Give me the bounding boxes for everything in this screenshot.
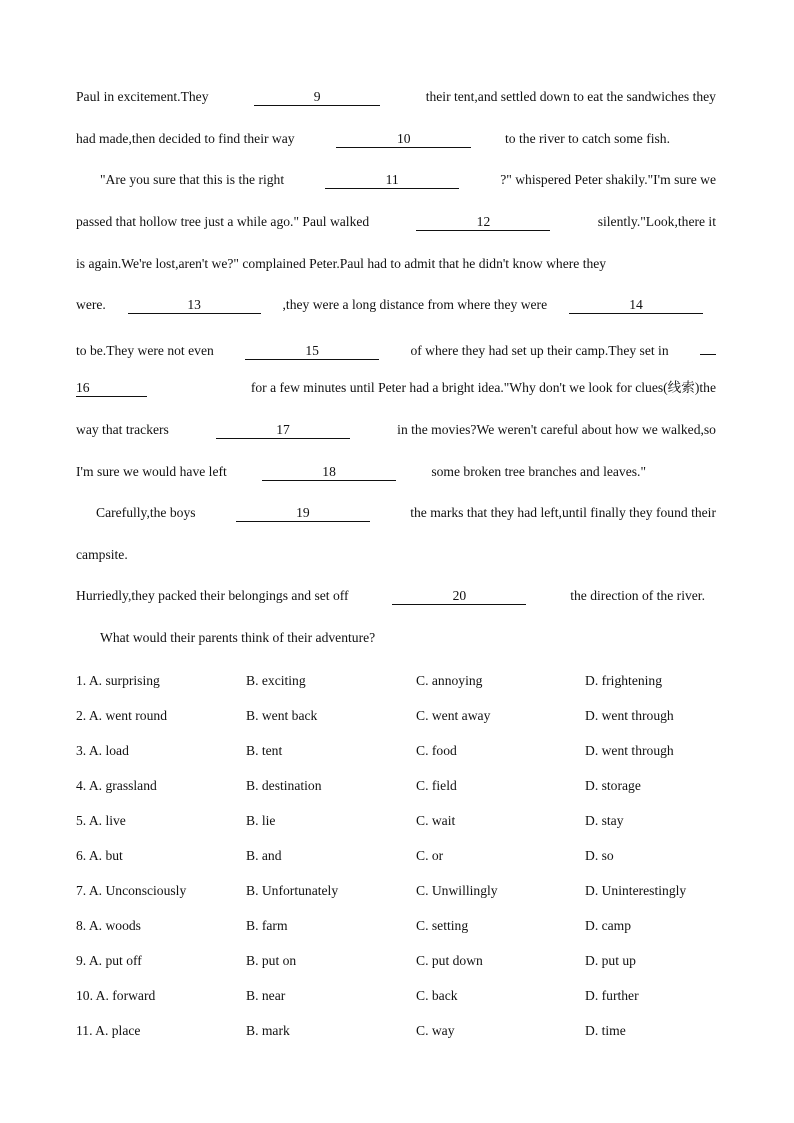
option-b[interactable]: B. put on — [246, 953, 297, 968]
passage-text: to the river to catch some fish. — [505, 131, 670, 146]
option-row — [76, 951, 716, 971]
passage-text: campsite. — [76, 547, 128, 562]
passage-line — [76, 378, 716, 398]
passage-line — [76, 129, 716, 149]
option-b[interactable]: B. exciting — [246, 673, 306, 688]
passage-line — [76, 295, 703, 315]
option-b[interactable]: B. destination — [246, 778, 322, 793]
passage-text: to be.They were not even — [76, 343, 214, 358]
option-c[interactable]: C. field — [416, 778, 457, 793]
option-d[interactable]: D. Uninterestingly — [585, 883, 687, 898]
option-c[interactable]: C. or — [416, 848, 444, 863]
option-c[interactable]: C. Unwillingly — [416, 883, 498, 898]
passage-text: the marks that they had left,until finally they found their — [410, 505, 716, 520]
blank-16-start[interactable] — [700, 337, 716, 355]
passage-text: in the movies?We weren't careful about how we walked,so — [397, 422, 716, 437]
option-a[interactable]: 4. A. grassland — [76, 778, 157, 793]
option-a[interactable]: 7. A. Unconsciously — [76, 883, 187, 898]
option-c[interactable]: C. setting — [416, 918, 469, 933]
option-b[interactable]: B. lie — [246, 813, 276, 828]
option-row — [76, 846, 716, 866]
option-c[interactable]: C. back — [416, 988, 458, 1003]
option-a[interactable]: 11. A. place — [76, 1023, 141, 1038]
passage-text: What would their parents think of their adventure? — [100, 630, 376, 645]
passage-text: way that trackers — [76, 422, 169, 437]
passage-text: Paul in excitement.They — [76, 89, 209, 104]
passage-line — [100, 628, 740, 648]
option-c[interactable]: C. annoying — [416, 673, 483, 688]
passage-text: their tent,and settled down to eat the sandwiches they — [425, 89, 716, 104]
option-row — [76, 741, 716, 761]
option-a[interactable]: 3. A. load — [76, 743, 129, 758]
blank-12[interactable]: 12 — [416, 213, 550, 231]
blank-13[interactable]: 13 — [128, 296, 261, 314]
passage-line — [100, 170, 716, 190]
option-d[interactable]: D. went through — [585, 743, 674, 758]
option-a[interactable]: 10. A. forward — [76, 988, 156, 1003]
passage-text: for a few minutes until Peter had a bright idea."Why don't we look for clues(线索)the — [250, 380, 716, 395]
passage-line — [76, 420, 716, 440]
blank-18[interactable]: 18 — [262, 463, 396, 481]
option-a[interactable]: 6. A. but — [76, 848, 123, 863]
option-a[interactable]: 1. A. surprising — [76, 673, 160, 688]
option-row — [76, 706, 716, 726]
passage-text: is again.We're lost,aren't we?" complained Peter.Paul had to admit that he didn't know where they — [76, 256, 607, 271]
option-d[interactable]: D. camp — [585, 918, 632, 933]
passage-text: Carefully,the boys — [96, 505, 196, 520]
option-row — [76, 671, 716, 691]
option-b[interactable]: B. and — [246, 848, 282, 863]
blank-9[interactable]: 9 — [254, 88, 380, 106]
option-d[interactable]: D. storage — [585, 778, 641, 793]
passage-line — [76, 545, 716, 565]
blank-15[interactable]: 15 — [245, 342, 379, 360]
option-row — [76, 986, 716, 1006]
passage-line — [76, 87, 716, 107]
option-d[interactable]: D. further — [585, 988, 639, 1003]
passage-text: "Are you sure that this is the right — [100, 172, 285, 187]
blank-14[interactable]: 14 — [569, 296, 703, 314]
passage-text: had made,then decided to find their way — [76, 131, 295, 146]
option-row — [76, 1021, 716, 1041]
blank-16[interactable]: 16 — [76, 379, 147, 397]
option-d[interactable]: D. put up — [585, 953, 636, 968]
passage-text: ,they were a long distance from where they were — [282, 297, 548, 312]
option-a[interactable]: 2. A. went round — [76, 708, 167, 723]
passage-text: the direction of the river. — [570, 588, 705, 603]
option-d[interactable]: D. went through — [585, 708, 674, 723]
passage-text: I'm sure we would have left — [76, 464, 227, 479]
option-b[interactable]: B. Unfortunately — [246, 883, 339, 898]
passage-line — [96, 503, 716, 523]
passage-line — [76, 337, 716, 357]
option-row — [76, 811, 716, 831]
option-c[interactable]: C. food — [416, 743, 457, 758]
option-row — [76, 916, 716, 936]
option-c[interactable]: C. way — [416, 1023, 455, 1038]
option-d[interactable]: D. stay — [585, 813, 624, 828]
option-c[interactable]: C. wait — [416, 813, 456, 828]
option-d[interactable]: D. so — [585, 848, 614, 863]
option-row — [76, 776, 716, 796]
passage-text: passed that hollow tree just a while ago." Paul walked — [76, 214, 370, 229]
option-b[interactable]: B. tent — [246, 743, 283, 758]
blank-10[interactable]: 10 — [336, 130, 471, 148]
passage-text: of where they had set up their camp.They set in — [410, 343, 669, 358]
passage-text: were. — [76, 297, 106, 312]
passage-line — [76, 212, 716, 232]
passage-text: some broken tree branches and leaves." — [431, 464, 646, 479]
blank-20[interactable]: 20 — [392, 587, 526, 605]
option-b[interactable]: B. mark — [246, 1023, 290, 1038]
passage-text: Hurriedly,they packed their belongings and set off — [76, 588, 349, 603]
option-b[interactable]: B. farm — [246, 918, 288, 933]
option-b[interactable]: B. went back — [246, 708, 318, 723]
passage-line — [76, 586, 705, 606]
passage-text: ?" whispered Peter shakily."I'm sure we — [500, 172, 716, 187]
option-c[interactable]: C. put down — [416, 953, 483, 968]
option-d[interactable]: D. time — [585, 1023, 626, 1038]
option-c[interactable]: C. went away — [416, 708, 491, 723]
passage-line — [76, 254, 716, 274]
passage-text: silently."Look,there it — [597, 214, 716, 229]
option-row — [76, 881, 716, 901]
blank-19[interactable]: 19 — [236, 504, 370, 522]
passage-line — [76, 462, 646, 482]
option-b[interactable]: B. near — [246, 988, 286, 1003]
option-d[interactable]: D. frightening — [585, 673, 663, 688]
blank-17[interactable]: 17 — [216, 421, 350, 439]
option-a[interactable]: 9. A. put off — [76, 953, 142, 968]
option-a[interactable]: 8. A. woods — [76, 918, 141, 933]
option-a[interactable]: 5. A. live — [76, 813, 126, 828]
blank-11[interactable]: 11 — [325, 171, 459, 189]
